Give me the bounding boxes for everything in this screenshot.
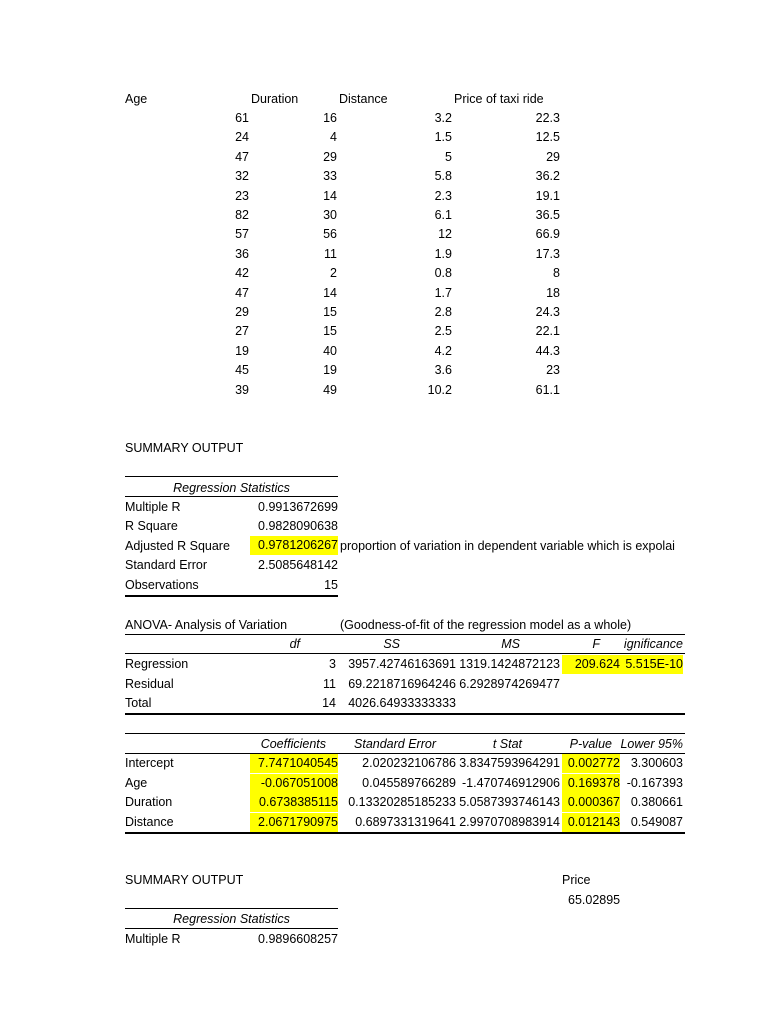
header-price: Price of taxi ride (454, 92, 544, 106)
duration-cell: 16 (323, 111, 337, 125)
duration-cell: 14 (323, 285, 337, 300)
anova-row-label: Residual (125, 676, 174, 691)
distance-cell: 2.8 (434, 305, 452, 319)
coef-row-label: Age (125, 775, 148, 790)
distance-cell: 2.5 (434, 324, 452, 339)
age-cell: 27 (235, 324, 249, 339)
stat-value: 0.9896608257 (258, 932, 338, 946)
table-rule (125, 832, 685, 834)
distance-cell: 0.8 (434, 266, 452, 281)
anova-f-cell: 209.624 (562, 655, 620, 674)
regression-stats-header: Regression Statistics (173, 481, 290, 495)
duration-cell: 14 (323, 188, 337, 203)
distance-cell: 1.9 (434, 246, 452, 261)
anova-title: ANOVA- Analysis of Variation (125, 618, 288, 632)
anova-ss-cell: 4026.64933333333 (348, 696, 456, 710)
distance-cell: 12 (438, 227, 452, 242)
coef-header-standard-error: Standard Error (354, 737, 436, 751)
distance-cell: 3.6 (434, 363, 452, 378)
coef-header-t-stat: t Stat (492, 737, 522, 751)
stat-label: Standard Error (125, 558, 207, 572)
anova-header-ms: MS (501, 637, 520, 651)
age-cell: 24 (235, 130, 249, 145)
anova-ss-cell: 3957.42746163691 (348, 657, 456, 671)
anova-header-df: df (289, 637, 300, 651)
coef-t-cell: 3.8347593964291 (459, 756, 560, 770)
age-cell: 61 (235, 111, 249, 125)
anova-header-significance: ignificance (623, 637, 683, 651)
duration-cell: 33 (323, 169, 337, 184)
duration-cell: 29 (323, 149, 337, 164)
anova-df-cell: 11 (323, 676, 336, 691)
age-cell: 19 (235, 343, 249, 358)
age-cell: 29 (235, 305, 249, 319)
coef-lower-cell: 3.300603 (630, 756, 683, 770)
coef-lower-cell: 0.380661 (630, 795, 683, 810)
table-rule (125, 713, 685, 715)
duration-cell: 15 (323, 305, 337, 319)
coef-coef-cell: 0.6738385115 (250, 793, 338, 812)
price-cell: 23 (546, 363, 560, 378)
header-age: Age (125, 92, 148, 106)
coef-header-p-value: P-value (569, 737, 612, 751)
anova-df-cell: 14 (322, 696, 336, 710)
duration-cell: 30 (323, 208, 337, 222)
anova-row-label: Regression (125, 657, 189, 671)
duration-cell: 2 (330, 266, 337, 281)
price-cell: 36.5 (535, 208, 560, 222)
coef-t-cell: -1.470746912906 (461, 775, 560, 790)
price-cell: 19.1 (535, 188, 560, 203)
anova-header-ss: SS (383, 637, 400, 651)
coef-row-label: Distance (125, 815, 174, 830)
coef-se-cell: 0.6897331319641 (355, 815, 456, 830)
table-rule (125, 476, 338, 477)
table-rule (125, 928, 338, 929)
stat-value: 0.9828090638 (258, 519, 338, 533)
table-rule (125, 634, 685, 635)
anova-row-label: Total (125, 696, 152, 710)
coef-lower-cell: -0.167393 (626, 775, 683, 790)
table-rule (125, 653, 685, 654)
age-cell: 57 (235, 227, 249, 242)
age-cell: 23 (235, 188, 249, 203)
price-cell: 22.1 (535, 324, 560, 339)
coef-se-cell: 2.020232106786 (362, 756, 456, 770)
anova-sig-cell: 5.515E-10 (620, 655, 683, 674)
age-cell: 47 (235, 285, 249, 300)
price-cell: 12.5 (535, 130, 560, 145)
anova-ms-cell: 6.2928974269477 (459, 676, 560, 691)
stat-value: 15 (324, 578, 338, 592)
price-cell: 8 (553, 266, 560, 281)
table-rule (125, 496, 338, 497)
anova-ss-cell: 69.2218716964246 (348, 676, 456, 691)
stat-label: R Square (125, 519, 178, 533)
coef-t-cell: 5.0587393746143 (459, 795, 560, 810)
price-cell: 17.3 (535, 246, 560, 261)
duration-cell: 56 (323, 227, 337, 242)
age-cell: 32 (235, 169, 249, 184)
age-cell: 42 (235, 266, 249, 281)
summary-title: SUMMARY OUTPUT (125, 873, 244, 887)
distance-cell: 1.5 (434, 130, 452, 145)
coef-row-label: Intercept (125, 756, 174, 770)
stat-label: Observations (125, 578, 199, 592)
distance-cell: 5 (445, 149, 452, 164)
distance-cell: 6.1 (434, 208, 452, 222)
coef-row-label: Duration (125, 795, 173, 810)
regression-stats-header: Regression Statistics (173, 912, 290, 926)
distance-cell: 4.2 (434, 343, 452, 358)
coef-header-coefficients: Coefficients (260, 737, 326, 751)
coef-coef-cell: -0.067051008 (250, 774, 338, 793)
stat-label: Multiple R (125, 932, 181, 946)
age-cell: 39 (235, 382, 249, 397)
price-cell: 18 (546, 285, 560, 300)
age-cell: 82 (235, 208, 249, 222)
price-value: 65.02895 (568, 893, 621, 907)
coef-lower-cell: 0.549087 (630, 815, 683, 830)
age-cell: 47 (235, 149, 249, 164)
stat-label: Multiple R (125, 500, 181, 514)
duration-cell: 40 (323, 343, 337, 358)
anova-df-cell: 3 (329, 657, 336, 671)
anova-header-f: F (592, 637, 600, 651)
distance-cell: 3.2 (434, 111, 452, 125)
price-cell: 36.2 (535, 169, 560, 184)
adj-r-square-note: proportion of variation in dependent variable which is expolai (340, 539, 675, 553)
coef-se-cell: 0.13320285185233 (348, 795, 456, 810)
duration-cell: 15 (323, 324, 337, 339)
duration-cell: 4 (330, 130, 337, 145)
coef-coef-cell: 2.0671790975 (250, 813, 338, 832)
price-cell: 22.3 (535, 111, 560, 125)
coef-coef-cell: 7.7471040545 (250, 754, 338, 773)
stat-value: 2.5085648142 (258, 558, 338, 572)
distance-cell: 10.2 (427, 382, 452, 397)
summary-title: SUMMARY OUTPUT (125, 441, 244, 455)
age-cell: 45 (235, 363, 249, 378)
price-cell: 66.9 (535, 227, 560, 242)
price-cell: 61.1 (535, 382, 560, 397)
header-duration: Duration (251, 92, 299, 106)
coef-p-cell: 0.012143 (562, 813, 620, 832)
table-rule (125, 595, 338, 597)
coef-p-cell: 0.002772 (562, 754, 620, 773)
age-cell: 36 (235, 246, 249, 261)
anova-ms-cell: 1319.1424872123 (459, 657, 560, 671)
coef-p-cell: 0.000367 (562, 793, 620, 812)
header-distance: Distance (339, 92, 388, 106)
distance-cell: 2.3 (434, 188, 452, 203)
stat-value-highlighted: 0.9781206267 (250, 536, 338, 555)
anova-note: (Goodness-of-fit of the regression model as a whole) (340, 618, 632, 632)
price-cell: 24.3 (535, 305, 560, 319)
duration-cell: 11 (324, 246, 337, 261)
stat-value: 0.9913672699 (258, 500, 338, 514)
coef-p-cell: 0.169378 (562, 774, 620, 793)
duration-cell: 19 (323, 363, 337, 378)
stat-label: Adjusted R Square (125, 539, 230, 553)
distance-cell: 5.8 (434, 169, 452, 184)
price-cell: 44.3 (535, 343, 560, 358)
duration-cell: 49 (323, 382, 337, 397)
table-rule (125, 908, 338, 909)
coef-header-lower-95: Lower 95% (620, 737, 683, 751)
coef-t-cell: 2.9970708983914 (459, 815, 560, 830)
price-cell: 29 (546, 149, 560, 164)
table-rule (125, 733, 685, 734)
distance-cell: 1.7 (434, 285, 452, 300)
coef-se-cell: 0.045589766289 (362, 775, 456, 790)
price-label: Price (562, 873, 591, 887)
